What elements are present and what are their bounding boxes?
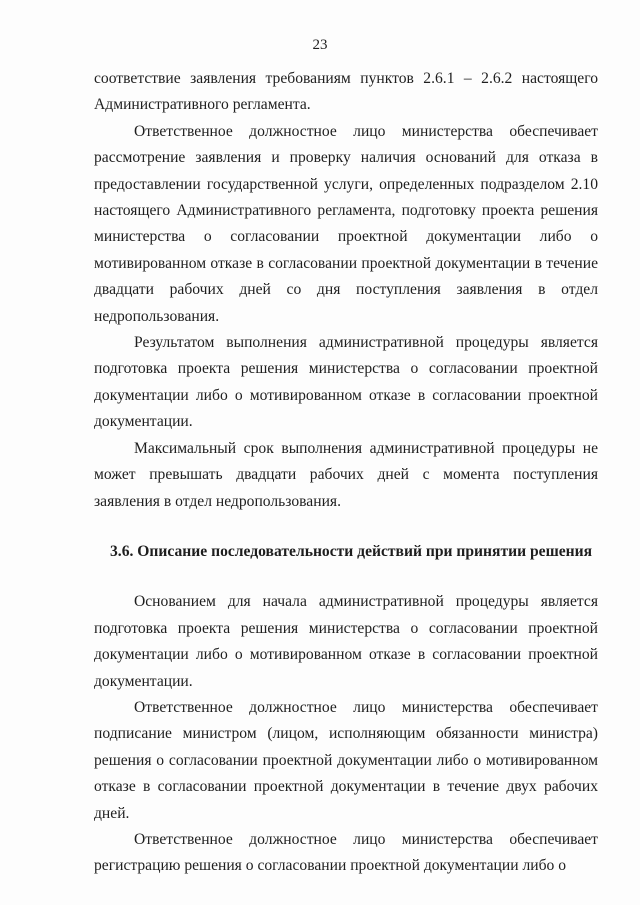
paragraph: Результатом выполнения административной процедуры является подготовка проекта решения министерства о согласовании проектной документации либо о мотивированном отказе в согласовании проектной документации.	[94, 334, 598, 431]
page-content	[94, 66, 598, 880]
page-number: 23	[312, 37, 328, 53]
paragraph: Ответственное должностное лицо министерства обеспечивает регистрацию решения о согласовании проектной документации либо о	[94, 830, 598, 875]
paragraph: Основанием для начала административной процедуры является подготовка проекта решения министерства о согласовании проектной документации либо о мотивированном отказе в согласовании проектной документации.	[94, 593, 598, 690]
paragraph: Ответственное должностное лицо министерства обеспечивает подписание министром (лицом, исполняющим обязанности министра) решения о согласовании проектной документации либо о мотивированном отказе в согласовании проектной документации в течение двух рабочих дней.	[94, 698, 598, 822]
paragraph: Максимальный срок выполнения административной процедуры не может превышать двадцати рабочих дней с момента поступления заявления в отдел недропользования.	[94, 439, 598, 510]
section-heading: 3.6. Описание последовательности действий при принятии решения	[110, 542, 593, 560]
paragraph: Ответственное должностное лицо министерства обеспечивает рассмотрение заявления и проверку наличия оснований для отказа в предоставлении государственной услуги, определенных подразделом 2.10 настоящего Административного регламента, подготовку проекта решения министерства о согласовании проектной документации либо о мотивированном отказе в согласовании проектной документации в течение двадцати рабочих дней со дня поступления заявления в отдел недропользования.	[94, 122, 598, 325]
paragraph: соответствие заявления требованиям пунктов 2.6.1 – 2.6.2 настоящего Административного регламента.	[94, 70, 598, 114]
